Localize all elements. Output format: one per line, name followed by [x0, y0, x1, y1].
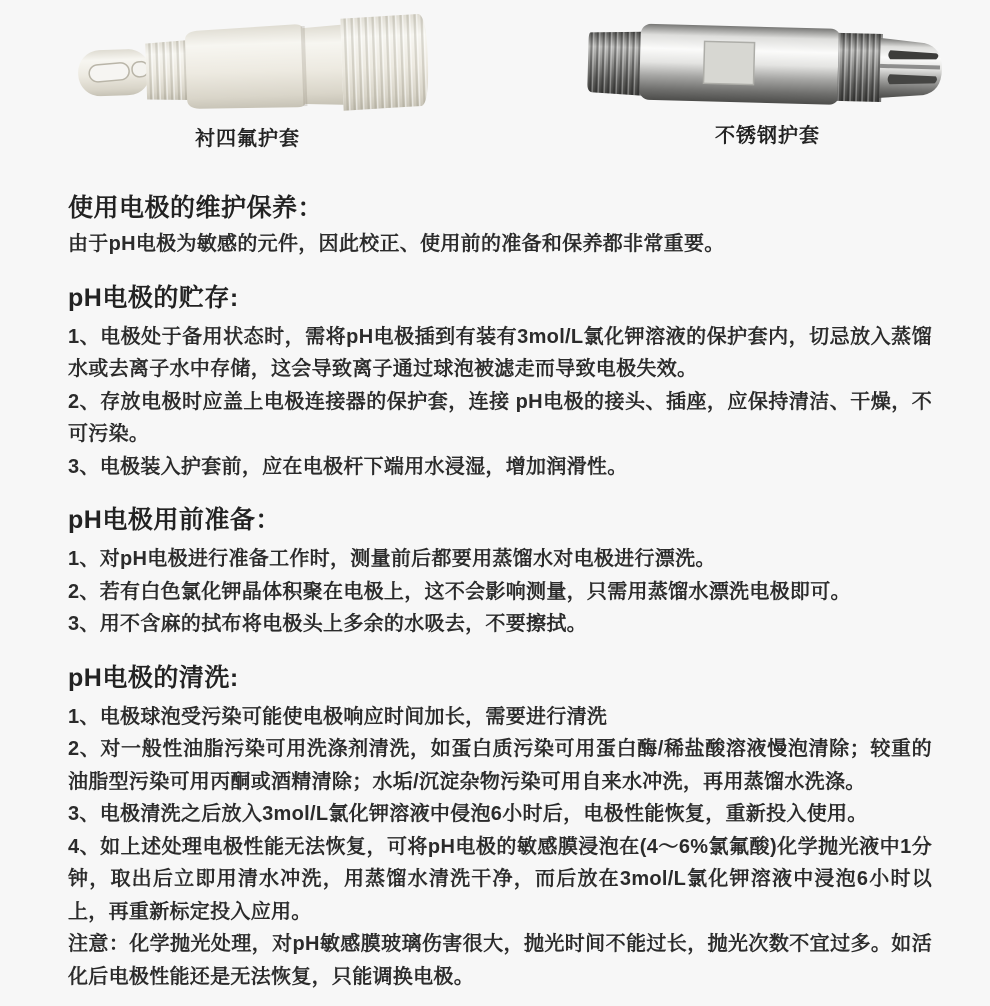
section-preparation	[68, 504, 932, 641]
ptfe-lined-sleeve-photo	[58, 14, 438, 118]
section-heading: 使用电极的维护保养：	[68, 194, 324, 222]
paragraph: 3、电极装入护套前，应在电极杆下端用水浸湿，增加润滑性。	[68, 455, 628, 478]
paragraph: 4、如上述处理电极性能无法恢复，可将pH电极的敏感膜浸泡在(4～6%氯氟酸)化学抛光液中1分钟，取出后立即用清水冲洗，用蒸馏水清洗干净，而后放在3mol/L氯化钾溶液中浸泡6小时以上，再重新标定投入应用。	[68, 835, 932, 923]
paragraph: 由于pH电极为敏感的元件，因此校正、使用前的准备和保养都非常重要。	[68, 233, 725, 255]
figure-caption: 不锈钢护套	[715, 125, 820, 147]
paragraph: 3、电极清洗之后放入3mol/L氯化钾溶液中侵泡6小时后，电极性能恢复，重新投入使用。	[68, 803, 868, 825]
section-heading: pH电极用前准备：	[68, 506, 281, 534]
paragraph: 2、存放电极时应盖上电极连接器的保护套，连接 pH电极的接头、插座，应保持清洁、干燥，不可污染。	[68, 390, 932, 445]
section-cleaning	[68, 662, 932, 994]
section-heading: pH电极的贮存:	[68, 283, 239, 312]
figure-caption: 衬四氟护套	[195, 128, 300, 150]
product-figures	[0, 0, 990, 148]
paragraph: 1、对pH电极进行准备工作时，测量前后都要用蒸馏水对电极进行漂洗。	[68, 548, 716, 570]
paragraph: 1、电极处于备用状态时，需将pH电极插到有装有3mol/L氯化钾溶液的保护套内，切忌放入蒸馏水或去离子水中存储，这会导致离子通过球泡被滤走而导致电极失效。	[68, 325, 932, 380]
stainless-steel-sleeve-photo	[584, 15, 952, 115]
figure-stainless-sleeve	[495, 14, 990, 148]
paragraph: 2、对一般性油脂污染可用洗涤剂清洗，如蛋白质污染可用蛋白酶/稀盐酸溶液慢泡清除；较重的油脂型污染可用丙酮或酒精清除；水垢/沉淀杂物污染可用自来水冲洗，再用蒸馏水洗涤。	[68, 738, 932, 793]
paragraph: 注意：化学抛光处理，对pH敏感膜玻璃伤害很大，抛光时间不能过长，抛光次数不宜过多。如活化后电极性能还是无法恢复，只能调换电极。	[68, 933, 932, 988]
paragraph: 2、若有白色氯化钾晶体积聚在电极上，这不会影响测量，只需用蒸馏水漂洗电极即可。	[68, 580, 851, 603]
paragraph: 1、电极球泡受污染可能使电极响应时间加长，需要进行清洗	[68, 705, 608, 728]
section-storage	[68, 282, 932, 484]
stainless-sleeve-imagebox	[584, 14, 952, 115]
section-heading: pH电极的清洗:	[68, 663, 239, 692]
paragraph: 3、用不含麻的拭布将电极头上多余的水吸去，不要擦拭。	[68, 613, 587, 635]
document-body	[0, 192, 990, 993]
ptfe-sleeve-imagebox	[58, 14, 438, 118]
section-maintenance-care	[68, 192, 932, 261]
figure-ptfe-sleeve	[0, 14, 495, 148]
